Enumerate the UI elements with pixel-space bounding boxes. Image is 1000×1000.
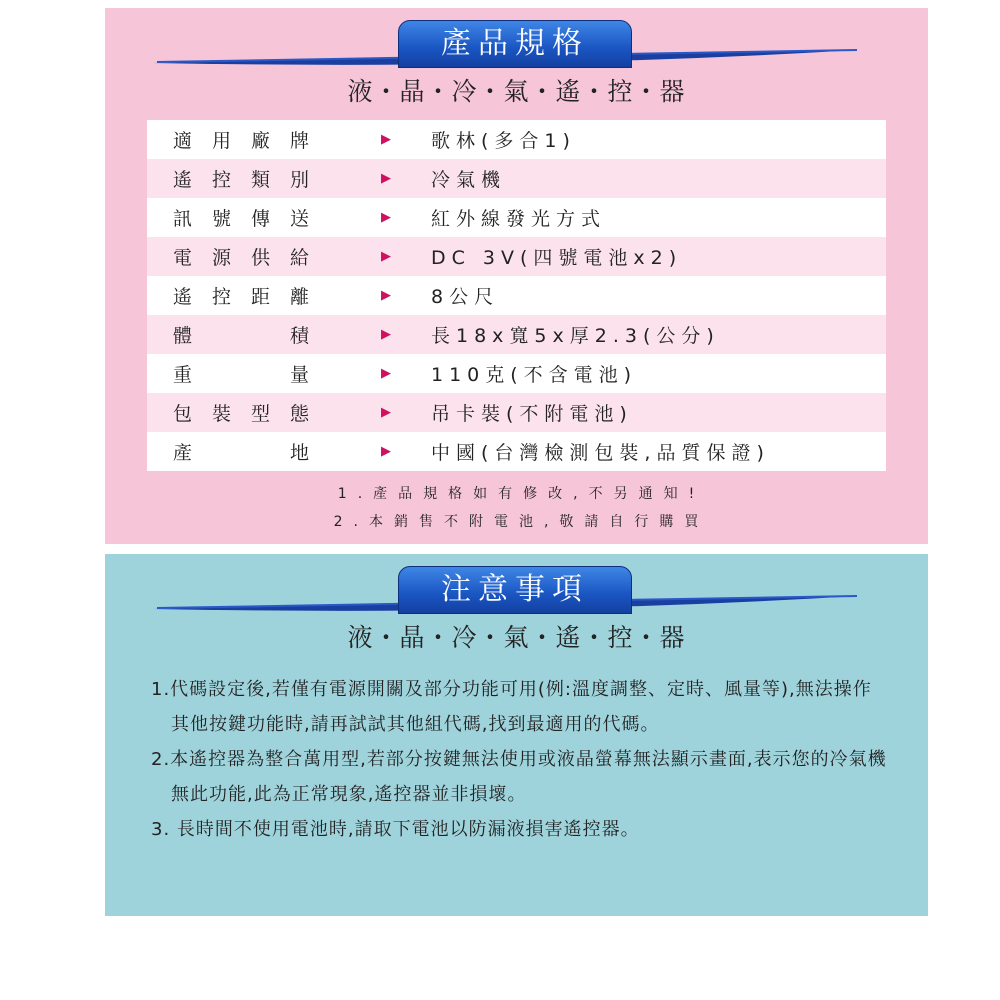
spec-label-char: 號	[211, 208, 231, 230]
spec-label-char: 遙	[173, 286, 193, 308]
caution-item: 3. 長時間不使用電池時,請取下電池以防漏液損害遙控器。	[151, 819, 640, 840]
triangle-arrow-icon: ▶	[381, 405, 391, 420]
spec-label-char: 包	[173, 403, 193, 425]
spec-value: 中國(台灣檢測包裝,品質保證)	[431, 442, 770, 464]
spec-label-char: 體	[173, 325, 193, 347]
caution-subtitle: 液・晶・冷・氣・遙・控・器	[347, 623, 686, 652]
spec-label-char: 適	[173, 130, 193, 152]
spec-tab-title: 產品規格	[398, 20, 632, 68]
spec-row	[147, 432, 886, 471]
spec-row	[147, 237, 886, 276]
spec-label	[173, 360, 309, 387]
triangle-arrow-icon: ▶	[381, 366, 391, 381]
spec-notes	[105, 480, 928, 536]
spec-row	[147, 393, 886, 432]
spec-label	[173, 204, 309, 231]
spec-value: 紅外線發光方式	[431, 208, 607, 230]
caution-list	[147, 672, 887, 847]
spec-label-char: 地	[289, 442, 309, 464]
triangle-arrow-icon: ▶	[381, 210, 391, 225]
spec-label	[173, 438, 309, 465]
triangle-arrow-icon: ▶	[381, 249, 391, 264]
spec-note: 1.產品規格如有修改,不另通知!	[337, 486, 706, 502]
spec-value: 冷氣機	[431, 169, 507, 191]
spec-label-char: 訊	[173, 208, 193, 230]
spec-subtitle: 液・晶・冷・氣・遙・控・器	[347, 77, 686, 106]
spec-value: 110克(不含電池)	[431, 364, 638, 386]
spec-value: 吊卡裝(不附電池)	[431, 403, 633, 425]
spec-row	[147, 159, 886, 198]
spec-label-char: 給	[289, 247, 309, 269]
spec-row	[147, 276, 886, 315]
spec-label-char: 量	[289, 364, 309, 386]
spec-label-char: 型	[250, 403, 270, 425]
spec-label-char: 裝	[211, 403, 231, 425]
caution-item: 2.本遙控器為整合萬用型,若部分按鍵無法使用或液晶螢幕無法顯示畫面,表示您的冷氣機無此功能,此為正常現象,遙控器並非損壞。	[151, 749, 887, 805]
spec-label-char: 重	[173, 364, 193, 386]
spec-header	[105, 8, 928, 118]
caution-panel	[105, 554, 928, 916]
spec-label	[173, 282, 309, 309]
spec-label-char: 別	[289, 169, 309, 191]
triangle-arrow-icon: ▶	[381, 444, 391, 459]
spec-label-char: 電	[173, 247, 193, 269]
spec-label-char: 廠	[250, 130, 270, 152]
triangle-arrow-icon: ▶	[381, 171, 391, 186]
spec-label	[173, 399, 309, 426]
spec-label-char: 產	[173, 442, 193, 464]
spec-panel	[105, 8, 928, 544]
caution-header	[105, 554, 928, 664]
spec-label-char: 積	[289, 325, 309, 347]
spec-row	[147, 354, 886, 393]
triangle-arrow-icon: ▶	[381, 288, 391, 303]
spec-row	[147, 120, 886, 159]
spec-label-char: 遙	[173, 169, 193, 191]
spec-label-char: 控	[211, 169, 231, 191]
spec-label-char: 源	[211, 247, 231, 269]
spec-label-char: 態	[289, 403, 309, 425]
spec-label-char: 類	[250, 169, 270, 191]
spec-label-char: 供	[250, 247, 270, 269]
spec-label-char: 傳	[250, 208, 270, 230]
spec-label	[173, 165, 309, 192]
spec-label	[173, 126, 309, 153]
spec-label-char: 距	[250, 286, 270, 308]
spec-label-char: 送	[289, 208, 309, 230]
spec-row	[147, 315, 886, 354]
spec-table	[147, 120, 886, 471]
spec-note: 2.本銷售不附電池,敬請自行購買	[333, 514, 710, 530]
spec-label-char: 牌	[289, 130, 309, 152]
spec-label	[173, 243, 309, 270]
spec-value: 8公尺	[431, 286, 500, 308]
spec-row	[147, 198, 886, 237]
spec-value: 長18x寬5x厚2.3(公分)	[431, 325, 720, 347]
spec-label-char: 用	[211, 130, 231, 152]
caution-item: 1.代碼設定後,若僅有電源開關及部分功能可用(例:溫度調整、定時、風量等),無法操作其他按鍵功能時,請再試試其他組代碼,找到最適用的代碼。	[151, 679, 872, 735]
spec-label	[173, 321, 309, 348]
spec-value: 歌林(多合1)	[431, 130, 576, 152]
triangle-arrow-icon: ▶	[381, 327, 391, 342]
triangle-arrow-icon: ▶	[381, 132, 391, 147]
caution-tab-title: 注意事項	[398, 566, 632, 614]
spec-value: DC 3V(四號電池x2)	[431, 247, 683, 269]
spec-label-char: 離	[289, 286, 309, 308]
spec-label-char: 控	[211, 286, 231, 308]
